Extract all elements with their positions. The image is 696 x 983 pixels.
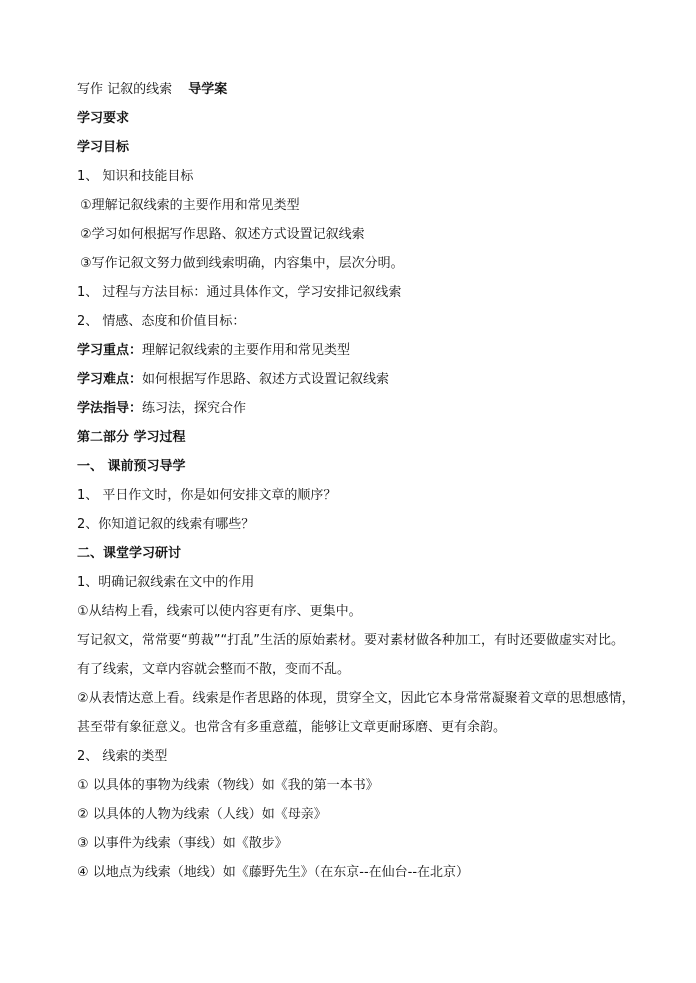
clue-type-item-3: ③ 以事件为线索（事线）如《散步》 <box>77 836 288 851</box>
method-guidance <box>77 400 656 418</box>
key-point <box>77 342 656 360</box>
difficult-point-text: 如何根据写作思路、叙述方式设置记叙线索 <box>142 372 390 387</box>
material-paragraph-line-1: 写记叙文，常常要“剪裁”“打乱”生活的原始素材。要对素材做各种加工，有时还要做虚实对比。 <box>77 633 624 648</box>
clue-type-item-2: ② 以具体的人物为线索（人线）如《母亲》 <box>77 807 327 822</box>
learning-goals-heading: 学习目标 <box>77 140 130 155</box>
title-main: 写作 记叙的线索 <box>77 82 173 97</box>
difficult-point-label: 学习难点： <box>77 372 143 387</box>
goal-item-3: ③写作记叙文努力做到线索明确，内容集中，层次分明。 <box>80 256 404 271</box>
method-text: 练习法，探究合作 <box>142 401 247 416</box>
process-method-goal: 1、 过程与方法目标：通过具体作文，学习安排记叙线索 <box>77 285 402 300</box>
expression-paragraph-line-2: 甚至带有象征意义。也常含有多重意蕴，能够让文章更耐琢磨、更有余韵。 <box>77 720 507 735</box>
section-one-heading: 一、 课前预习导学 <box>77 459 186 474</box>
part-two-heading: 第二部分 学习过程 <box>77 430 186 445</box>
key-point-text: 理解记叙线索的主要作用和常见类型 <box>142 343 351 358</box>
clue-type-item-4: ④ 以地点为线索（地线）如《藤野先生》（在东京--在仙台--在北京） <box>77 865 470 880</box>
method-label: 学法指导： <box>77 401 143 416</box>
expression-paragraph-line-1: ②从表情达意上看。线索是作者思路的体现，贯穿全文，因此它本身常常凝聚着文章的思想感情， <box>77 691 635 706</box>
structure-paragraph: ①从结构上看，线索可以使内容更有序、更集中。 <box>77 604 362 619</box>
document-title <box>77 81 656 99</box>
preview-question-1: 1、 平日作文时，你是如何安排文章的顺序？ <box>77 488 337 503</box>
subsection-function-heading: 1、明确记叙线索在文中的作用 <box>77 575 255 590</box>
title-suffix: 导学案 <box>188 82 228 97</box>
emotion-value-goal: 2、 情感、态度和价值目标： <box>77 314 246 329</box>
material-paragraph-line-2: 有了线索，文章内容就会整而不散，变而不乱。 <box>77 662 351 677</box>
preview-question-2: 2、你知道记叙的线索有哪些？ <box>77 517 255 532</box>
section-two-heading: 二、课堂学习研讨 <box>77 546 182 561</box>
clue-type-item-1: ① 以具体的事物为线索（物线）如《我的第一本书》 <box>77 778 379 793</box>
goal-item-2: ②学习如何根据写作思路、叙述方式设置记叙线索 <box>80 227 365 242</box>
difficult-point <box>77 371 656 389</box>
key-point-label: 学习重点： <box>77 343 143 358</box>
goal-item-1: ①理解记叙线索的主要作用和常见类型 <box>80 198 300 213</box>
learning-requirements-heading: 学习要求 <box>77 111 130 126</box>
knowledge-skill-goal-label: 1、 知识和技能目标 <box>77 169 194 184</box>
subsection-types-heading: 2、 线索的类型 <box>77 749 168 764</box>
